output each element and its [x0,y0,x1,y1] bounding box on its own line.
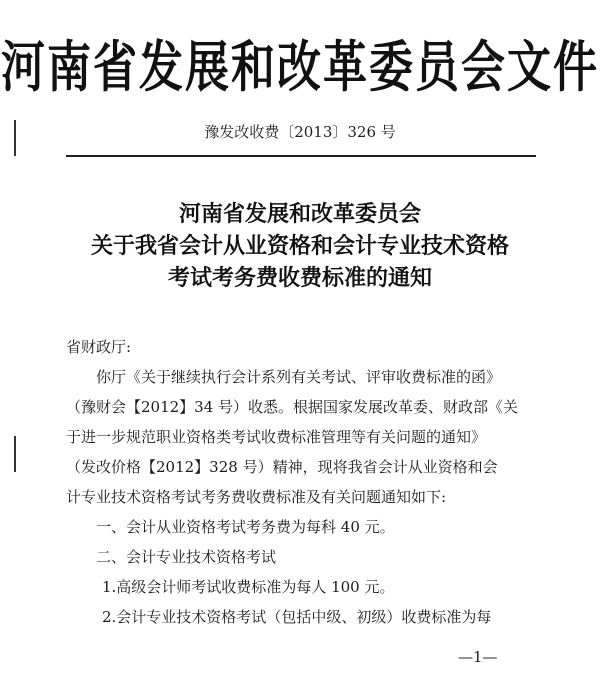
paragraph-line: （发改价格【2012】328 号）精神，现将我省会计从业资格和会 [66,458,498,476]
page-number: —1— [458,648,498,666]
list-item: 二、会计专业技术资格考试 [96,548,277,566]
scan-margin-mark [14,120,16,156]
notice-title-line: 河南省发展和改革委员会 [178,201,421,227]
paragraph-line: 你厅《关于继续执行会计系列有关考试、评审收费标准的函》 [96,368,502,386]
scan-margin-mark [14,436,16,472]
document-header-title: 河南省发展和改革委员会文件 [1,35,599,100]
sub-list-item: 1.高级会计师考试收费标准为每人 100 元。 [102,578,395,596]
notice-title-line: 考试考务费收费标准的通知 [167,265,432,291]
document-number: 豫发改收费〔2013〕326 号 [204,123,396,141]
header-divider [66,155,536,157]
sub-list-item: 2.会计专业技术资格考试（包括中级、初级）收费标准为每 [102,608,492,626]
document-body [66,332,546,632]
list-item: 一、会计从业资格考试考务费为每科 40 元。 [96,518,395,536]
paragraph-line: （豫财会【2012】34 号）收悉。根据国家发展改革委、财政部《关 [66,398,519,416]
notice-title-line: 关于我省会计从业资格和会计专业技术资格 [90,233,509,259]
paragraph-line: 计专业技术资格考试考务费收费标准及有关问题通知如下: [66,488,447,506]
addressee: 省财政厅: [66,338,132,356]
notice-title [0,198,600,294]
paragraph-line: 于进一步规范职业资格类考试收费标准管理等有关问题的通知》 [66,428,487,446]
